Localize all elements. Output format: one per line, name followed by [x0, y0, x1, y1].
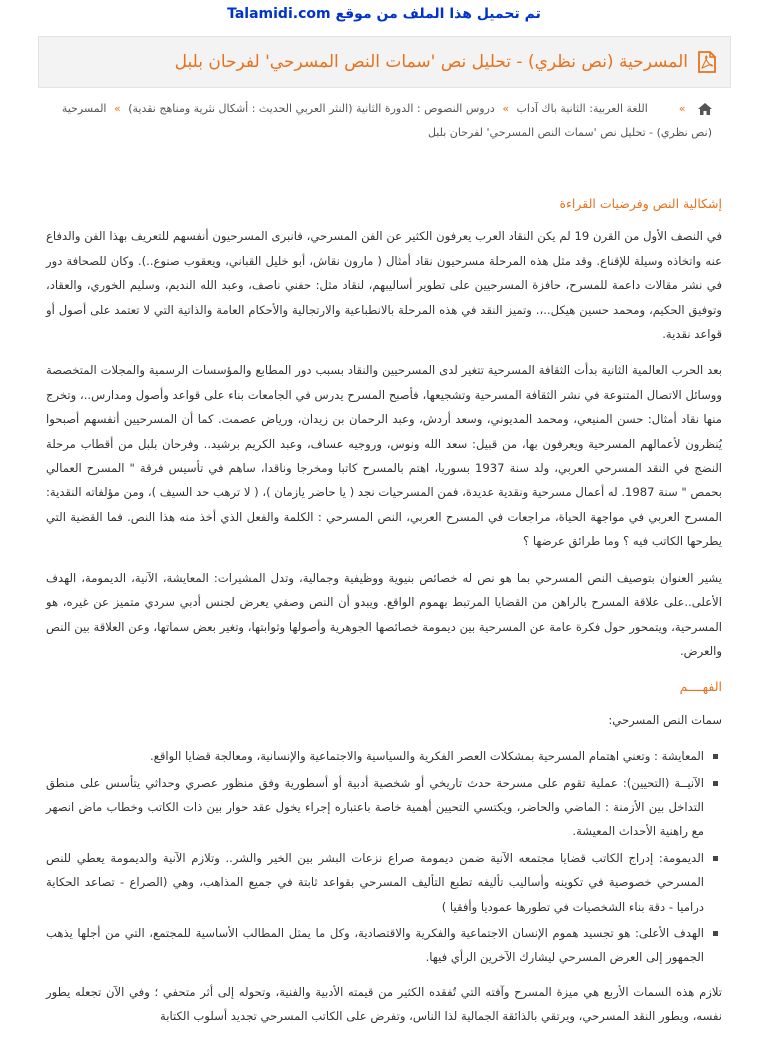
- article-body: [46, 192, 722, 1041]
- traits-heading: سمات النص المسرحي:: [46, 708, 722, 732]
- home-icon[interactable]: [698, 103, 712, 115]
- breadcrumb-separator: »: [679, 102, 686, 115]
- breadcrumb-separator: »: [502, 102, 509, 115]
- section-title-problem: إشكالية النص وفرضيات القراءة: [46, 192, 722, 216]
- list-item: المعايشة : وتعني اهتمام المسرحية بمشكلات العصر الفكرية والسياسية والاجتماعية والإنسانية، ومعالجة قضايا الواقع.: [46, 744, 704, 768]
- paragraph-hypothesis: يشير العنوان بتوصيف النص المسرحي بما هو نص له خصائص بنيوية ووظيفية وجمالية، وتدل المشيرات: المعايشة، الآنية، الديمومة، الهدف الأعلى..على علاقة المسرح بالراهن من القضايا المرتبط بهموم الواقع. ويبدو أن النص وصفي يعرض لجنس أدبي سردي متميز عن غيره، هو المسرحية، ويتمحور حول فكرة عامة عن المسرحية بين ديمومة خصائصها الجوهرية وأصولها وثوابتها، وتغير بعض سماتها، وعن العلاقة بين النص والعرض.: [46, 566, 722, 664]
- list-item: الديمومة: إدراج الكاتب قضايا مجتمعه الآنية ضمن ديمومة صراع نزعات البشر بين الخير والشر.. وتلازم الآنية والديمومة يعطي للنص المسرحي خصوصية في تكوينه وأساليب تأليفه تطبع التأليف المسرحي بقواعد ثابتة في جميع المذاهب، وهي (الصراع - تصاعد الحكاية دراميا - دقة بناء الشخصيات في تطورها عموديا وأفقيا ): [46, 846, 704, 919]
- list-item: الآنيــة (التحيين): عملية تقوم على مسرحة حدث تاريخي أو شخصية أدبية أو أسطورية وفق منظور عصري وحداثي يتأسس على منطق التداخل بين الأزمنة : الماضي والحاضر، ويكتسي التحيين أهمية خاصة باعتباره إجراء يخول عقد حوار بين ذات الكاتب وخطاب ماض انصهر مع راهنية الأحداث المعيشة.: [46, 771, 704, 844]
- translate-icon: [656, 103, 671, 116]
- paragraph-intro: في النصف الأول من القرن 19 لم يكن النقاد العرب يعرفون الكثير عن الفن المسرحي، فانبرى المسرحيون أنفسهم للتعريف بهذا الفن والدفاع عنه واتخاذه وسيلة للإقناع. وقد مثل هذه المرحلة مسرحيون نقاد أمثال ( مارون نقاش، أبو خليل القباني، ويعقوب صنوع..). وكان للصحافة دور في نشر مقالات داعمة للمسرح، حافزة المسرحيين على تطوير أساليبهم، لنقاد مثل: حفني ناصف، وعبد الله النديم، وسليم الخوري، والعقاد، وتوفيق الحكيم، ومحمد حسين هيكل..،. وتميز النقد في هذه المرحلة بالانطباعية والارتجالية والأحكام العامة والذاتية التي لا تعتمد على أصول أو قواعد نقدية.: [46, 224, 722, 346]
- breadcrumb-item-subject[interactable]: اللغة العربية: الثانية باك آداب: [517, 102, 648, 115]
- paragraph-context: بعد الحرب العالمية الثانية بدأت الثقافة المسرحية تتغير لدى المسرحيين والنقاد بسبب دور المطابع والمؤسسات الرسمية والمجلات المتخصصة ووسائل الاتصال المتنوعة في نشر الثقافة المسرحية وتشجيعها، فأصبح المسرح يدرس في الجامعات بناء على قواعد وأصول ومدارس..، وتخرج منها نقاد أمثال: حسن المنيعي، ومحمد المديوني، وسعد أردش، وعبد الرحمان بن زيدان، ورياض عصمت. كما أن المسرحيين أنفسهم أصبحوا يُنظرون لأعمالهم المسرحية ويعرفون بها، من قبيل: سعد الله ونوس، وروجيه عساف، وعبد الكريم برشيد.. وفرحان بلبل من أقطاب مرحلة النضج في النقد المسرحي العربي، ولد سنة 1937 بسوريا، اهتم بالمسرح كاتبا ومخرجا وناقدا، ساهم في تأسيس فرقة " المسرح العمالي بحمص " سنة 1987. له أعمال مسرحية ونقدية عديدة، فمن المسرحيات نجد ( يا حاضر يازمان )، ( لا ترهب حد السيف )، ومن مؤلفاته النقدية: المسرح العربي في مواجهة الحياة، مراجعات في المسرح العربي، النص المسرحي : الكلمة والفعل الذي أخذ منه هذا النص. فما القضية التي يطرحها الكاتب فيه ؟ وما طرائق عرضها ؟: [46, 358, 722, 553]
- paragraph-conclusion: تلازم هذه السمات الأربع هي ميزة المسرح وآفته التي تُفقده الكثير من قيمته الأدبية والفنية، وتحوله إلى أثر متحفي ؛ وفي الآن تجعله يطور نفسه، ويطور النقد المسرحي، ويرتقي بالذائقة الجمالية لذا الناس، وتفرض على الكاتب المسرحي تجديد أسلوب الكتابة: [46, 980, 722, 1029]
- page-title: المسرحية (نص نظري) - تحليل نص 'سمات النص المسرحي' لفرحان بلبل: [175, 52, 688, 72]
- breadcrumb-item-current: المسرحية (نص نظري) - تحليل نص 'سمات النص المسرحي' لفرحان بلبل: [62, 102, 712, 139]
- breadcrumb: [52, 97, 712, 145]
- title-box: [38, 36, 731, 88]
- pdf-icon[interactable]: [698, 51, 716, 73]
- download-source-banner[interactable]: تم تحميل هذا الملف من موقع Talamidi.com: [0, 6, 768, 22]
- traits-list: [46, 744, 722, 970]
- breadcrumb-item-unit[interactable]: دروس النصوص : الدورة الثانية (النثر العربي الحديث : أشكال نثرية ومناهج نقدية): [128, 102, 495, 115]
- section-title-comprehension: الفهــــم: [46, 675, 722, 699]
- list-item: الهدف الأعلى: هو تجسيد هموم الإنسان الاجتماعية والفكرية والاقتصادية، وكل ما يمثل المطالب الأساسية للمجتمع، التي من أجلها يذهب الجمهور إلى العرض المسرحي ليشارك الآخرين الرأي فيها.: [46, 921, 704, 970]
- breadcrumb-separator: »: [114, 102, 121, 115]
